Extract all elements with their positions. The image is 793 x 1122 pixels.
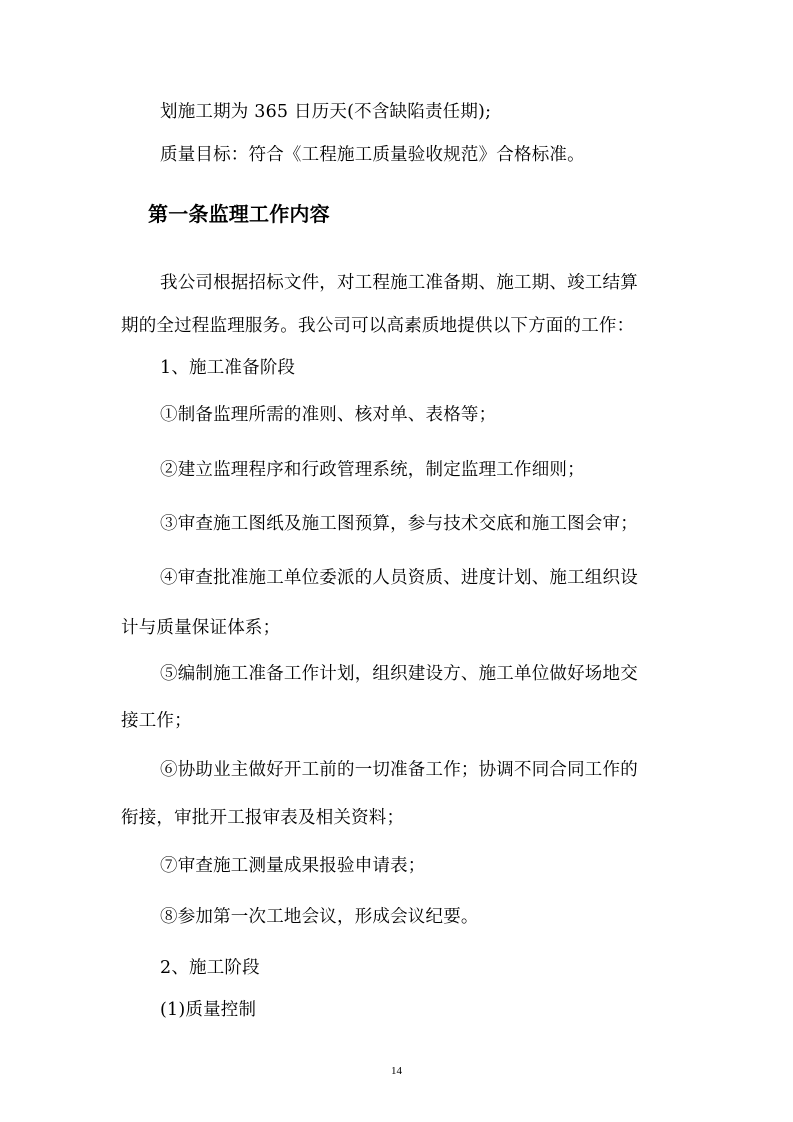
list-item-1: ①制备监理所需的准则、核对单、表格等；: [160, 405, 497, 425]
list-item-4-line-1: ④审查批准施工单位委派的人员资质、进度计划、施工组织设: [160, 568, 638, 588]
list-item-3: ③审查施工图纸及施工图预算，参与技术交底和施工图会审；: [160, 514, 638, 534]
list-item-6-line-1: ⑥协助业主做好开工前的一切准备工作；协调不同合同工作的: [160, 760, 638, 780]
text-line-intro-2: 期的全过程监理服务。我公司可以高素质地提供以下方面的工作：: [121, 316, 635, 336]
list-item-8: ⑧参加第一次工地会议，形成会议纪要。: [160, 907, 479, 927]
subsection-preparation: 1、施工准备阶段: [160, 358, 296, 378]
text-line-quality-goal: 质量目标：符合《工程施工质量验收规范》合格标准。: [160, 145, 585, 165]
list-item-7: ⑦审查施工测量成果报验申请表；: [160, 856, 426, 876]
subsection-quality-control: (1)质量控制: [160, 1000, 257, 1020]
list-item-5-line-2: 接工作；: [121, 711, 192, 731]
page-number: 14: [391, 1065, 402, 1077]
subsection-construction: 2、施工阶段: [160, 958, 260, 978]
list-item-6-line-2: 衔接，审批开工报审表及相关资料；: [121, 808, 405, 828]
section-heading: 第一条监理工作内容: [148, 202, 330, 226]
text-line-intro-1: 我公司根据招标文件，对工程施工准备期、施工期、竣工结算: [160, 273, 638, 293]
list-item-5-line-1: ⑤编制施工准备工作计划，组织建设方、施工单位做好场地交: [160, 664, 638, 684]
list-item-2: ②建立监理程序和行政管理系统，制定监理工作细则；: [160, 460, 585, 480]
text-line-schedule: 划施工期为 365 日历天(不含缺陷责任期);: [160, 102, 492, 122]
list-item-4-line-2: 计与质量保证体系；: [121, 618, 281, 638]
